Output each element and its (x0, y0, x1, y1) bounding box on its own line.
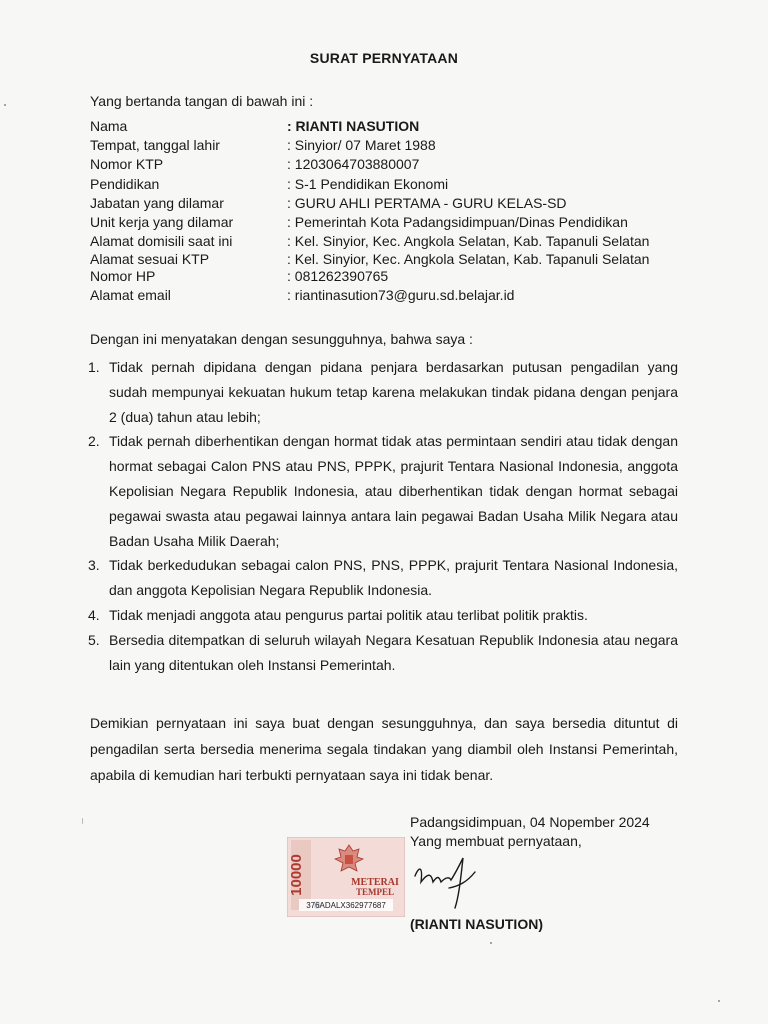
statement-number: 3. (88, 557, 100, 574)
closing-paragraph: Demikian pernyataan ini saya buat dengan sesungguhnya, dan saya bersedia dituntut di pengadilan serta bersedia menerima segala tindakan yang diambil oleh Instansi Pemerintah, apabila di kemudian hari terbukti pernyataan saya ini tidak benar. (90, 715, 678, 783)
meterai-stamp (287, 837, 405, 917)
signer-name: (RIANTI NASUTION) (410, 916, 543, 932)
statement-item (88, 553, 678, 603)
field-value: : Sinyior/ 07 Maret 1988 (287, 137, 436, 154)
statement-number: 4. (88, 606, 100, 623)
maker-label: Yang membuat pernyataan, (410, 833, 582, 849)
stamp-label-top: METERAI (351, 877, 399, 888)
field-value: : Kel. Sinyior, Kec. Angkola Selatan, Kab. Tapanuli Selatan (287, 233, 650, 250)
statement-number: 2. (88, 433, 100, 450)
statement-text: Tidak pernah diberhentikan dengan hormat tidak atas permintaan sendiri atau tidak dengan hormat sebagai Calon PNS atau PNS, PPPK, prajurit Tentara Nasional Indonesia, anggota Kepolisian Negara Republik Indonesia, atau diberhentikan tidak dengan hormat sebagai pegawai swasta atau pegawai lainnya antara lain pegawai Badan Usaha Milik Negara atau Badan Usaha Milik Daerah; (109, 433, 678, 549)
scan-speck (718, 1000, 720, 1002)
scan-speck (4, 104, 6, 106)
field-value: : S-1 Pendidikan Ekonomi (287, 175, 449, 192)
place-date: Padangsidimpuan, 04 Nopember 2024 (410, 814, 650, 830)
statement-number: 1. (88, 359, 100, 375)
field-value: : riantinasution73@guru.sd.belajar.id (287, 286, 515, 303)
document-title: SURAT PERNYATAAN (309, 50, 459, 66)
field-label: Alamat domisili saat ini (90, 233, 233, 250)
statement-item (88, 603, 678, 628)
stamp-label-bottom: TEMPEL (355, 887, 395, 897)
field-label: Unit kerja yang dilamar (90, 213, 234, 230)
signature-mark (405, 836, 495, 916)
statement-text: Tidak menjadi anggota atau pengurus partai politik atau terlibat politik praktis. (109, 606, 588, 623)
field-value: : Kel. Sinyior, Kec. Angkola Selatan, Kab. Tapanuli Selatan (287, 251, 650, 268)
intro-text: Yang bertanda tangan di bawah ini : (90, 93, 314, 109)
field-label: Nomor HP (90, 267, 156, 284)
field-label: Tempat, tanggal lahir (90, 137, 220, 154)
field-value: : GURU AHLI PERTAMA - GURU KELAS-SD (287, 194, 567, 211)
statement-item (88, 628, 678, 678)
field-value: : 1203064703880007 (287, 156, 420, 173)
declaration-intro: Dengan ini menyatakan dengan sesungguhnya, bahwa saya : (90, 331, 473, 347)
field-label: Nama (90, 118, 128, 134)
statement-list (88, 355, 678, 677)
field-value: : 081262390765 (287, 267, 389, 284)
statement-text: Tidak pernah dipidana dengan pidana penjara berdasarkan putusan pengadilan yang sudah mempunyai kekuatan hukum tetap karena melakukan tindak pidana dengan penjara 2 (dua) tahun atau lebih; (109, 359, 678, 425)
field-label: Nomor KTP (90, 156, 164, 173)
scan-speck (82, 818, 83, 824)
statement-item (88, 429, 678, 553)
signature-stroke (415, 858, 475, 908)
stamp-amount: 10000 (288, 854, 305, 896)
field-value: : RIANTI NASUTION (287, 118, 420, 134)
statement-text: Tidak berkedudukan sebagai calon PNS, PNS, PPPK, prajurit Tentara Nasional Indonesia, dan anggota Kepolisian Negara Republik Indonesia. (109, 557, 678, 599)
field-label: Jabatan yang dilamar (90, 194, 224, 211)
stamp-serial: 376ADALX362977687 (306, 901, 386, 910)
field-label: Alamat sesuai KTP (90, 251, 210, 268)
statement-item (88, 355, 678, 429)
field-value: : Pemerintah Kota Padangsidimpuan/Dinas Pendidikan (287, 213, 628, 230)
field-label: Alamat email (90, 286, 171, 303)
field-label: Pendidikan (90, 175, 160, 192)
statement-number: 5. (88, 631, 100, 648)
statement-text: Bersedia ditempatkan di seluruh wilayah Negara Kesatuan Republik Indonesia atau negara lain yang ditentukan oleh Instansi Pemerintah. (109, 631, 678, 673)
scan-speck (490, 942, 492, 944)
